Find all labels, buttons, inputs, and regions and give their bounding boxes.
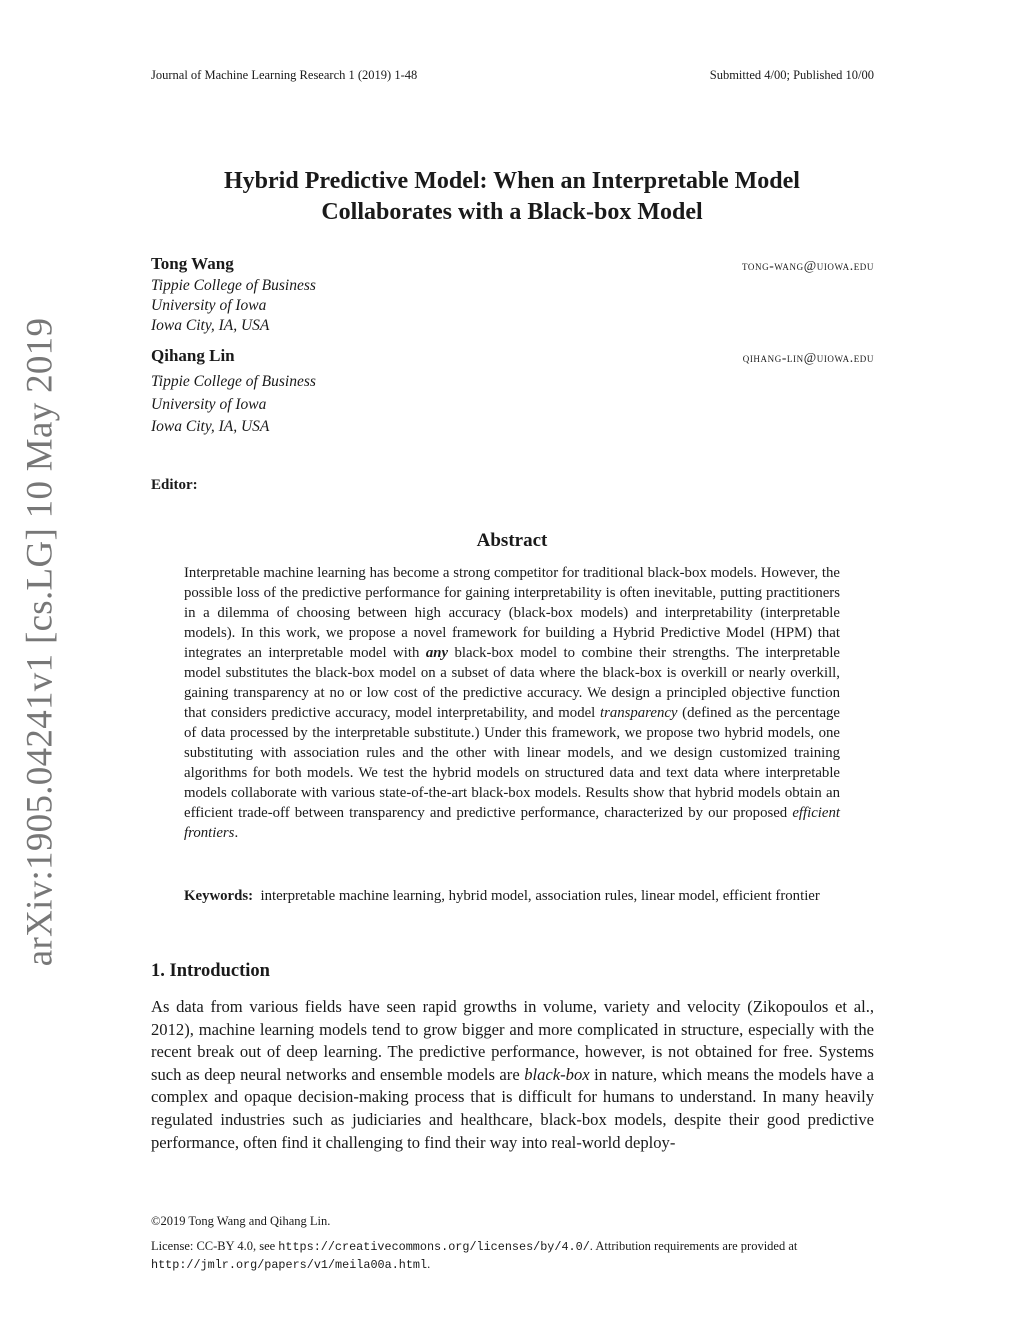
intro-text: in nature, which means the models have a complex and opaque decision-making process that is difficult for humans to understand. In many heavily regulated industries such as judiciaries and healthcare, black-box models, despite their good predictive performance, often find it challenging to find their way into real-world deploy- (151, 1064, 874, 1152)
affiliation-line: Tippie College of Business (151, 277, 316, 294)
affiliation-line: Tippie College of Business (151, 373, 316, 390)
author-name: Tong Wang (151, 254, 234, 273)
keywords (184, 886, 840, 906)
keywords-text: interpretable machine learning, hybrid model, association rules, linear model, efficient frontier (260, 888, 820, 904)
abstract-heading: Abstract (476, 530, 548, 551)
intro-emphasis-black-box: black-box (524, 1064, 590, 1084)
affiliation-line: University of Iowa (151, 297, 267, 314)
abstract-body (184, 563, 840, 843)
license-text: License: CC-BY 4.0, see (151, 1239, 279, 1253)
submission-dates: Submitted 4/00; Published 10/00 (709, 68, 874, 82)
editor-label: Editor: (151, 477, 198, 493)
abstract-text: Interpretable machine learning has become a strong competitor for traditional black-box models. However, the possible loss of the predictive performance for gaining interpretability is often inevitable, putting practitioners in a dilemma of choosing between high accuracy (black-box models) and interpretability (interpretable models). In this work, we propose a novel framework for building a Hybrid Predictive Model (HPM) that integrates an interpretable model with (184, 565, 840, 661)
journal-header: Journal of Machine Learning Research 1 (2019) 1-48 (151, 68, 418, 82)
abstract-emphasis-transparency: transparency (599, 705, 678, 721)
copyright-notice: ©2019 Tong Wang and Qihang Lin. (151, 1214, 331, 1228)
affiliation-line: University of Iowa (151, 395, 267, 413)
license-text: . Attribution requirements are provided at (589, 1239, 798, 1253)
abstract-emphasis-any: any (425, 645, 449, 661)
license-notice (151, 1238, 874, 1274)
section-heading: 1. Introduction (151, 961, 270, 981)
abstract-text: (defined as the percentage of data processed by the interpretable substitute.) Under this framework, we propose two hybrid models, one substituting with association rules and the other with linear models, and we design customized training algorithms for both models. We test the hybrid models on structured data and text data where interpretable models collaborate with various state-of-the-art black-box models. Results show that hybrid models obtain an efficient trade-off between transparency and predictive performance, characterized by our proposed (184, 705, 840, 821)
title-line-2: Collaborates with a Black-box Model (321, 199, 703, 225)
author-email[interactable]: qihang-lin@uiowa.edu (742, 350, 874, 365)
keywords-label: Keywords: (184, 888, 254, 904)
author-name: Qihang Lin (151, 346, 235, 365)
intro-text: As data from various fields have seen rapid growths in volume, variety and velocity (Zikopoulos et al., 2012), machine learning models tend to grow bigger and more complicated in structure, especially with the recent break out of deep learning. The predictive performance, however, is not obtained for free. Systems such as deep neural networks and ensemble models are (151, 997, 874, 1084)
intro-paragraph (151, 996, 874, 1154)
abstract-emphasis-frontiers: efficient frontiers (184, 805, 840, 841)
abstract-text: black-box model to combine their strengths. The interpretable model substitutes the black-box model on a subset of data where the black-box is overkill or nearly overkill, gaining transparency at no or low cost of the predictive accuracy. We design a principled objective function that considers predictive accuracy, model interpretability, and model (184, 645, 840, 721)
paper-link[interactable]: http://jmlr.org/papers/v1/meila00a.html (151, 1258, 428, 1272)
affiliation-line: Iowa City, IA, USA (151, 418, 270, 435)
author-email[interactable]: tong-wang@uiowa.edu (741, 258, 874, 273)
abstract-text: . (234, 825, 239, 841)
license-text: . (427, 1257, 431, 1271)
paper-title (130, 166, 894, 228)
license-link[interactable]: https://creativecommons.org/licenses/by/4.0/ (278, 1240, 590, 1254)
title-line-1: Hybrid Predictive Model: When an Interpretable Model (224, 168, 800, 194)
author-affiliation (151, 276, 316, 336)
author-affiliation (151, 371, 316, 439)
arxiv-stamp[interactable]: arXiv:1905.04241v1 [cs.LG] 10 May 2019 (19, 317, 61, 967)
affiliation-line: Iowa City, IA, USA (151, 317, 270, 334)
